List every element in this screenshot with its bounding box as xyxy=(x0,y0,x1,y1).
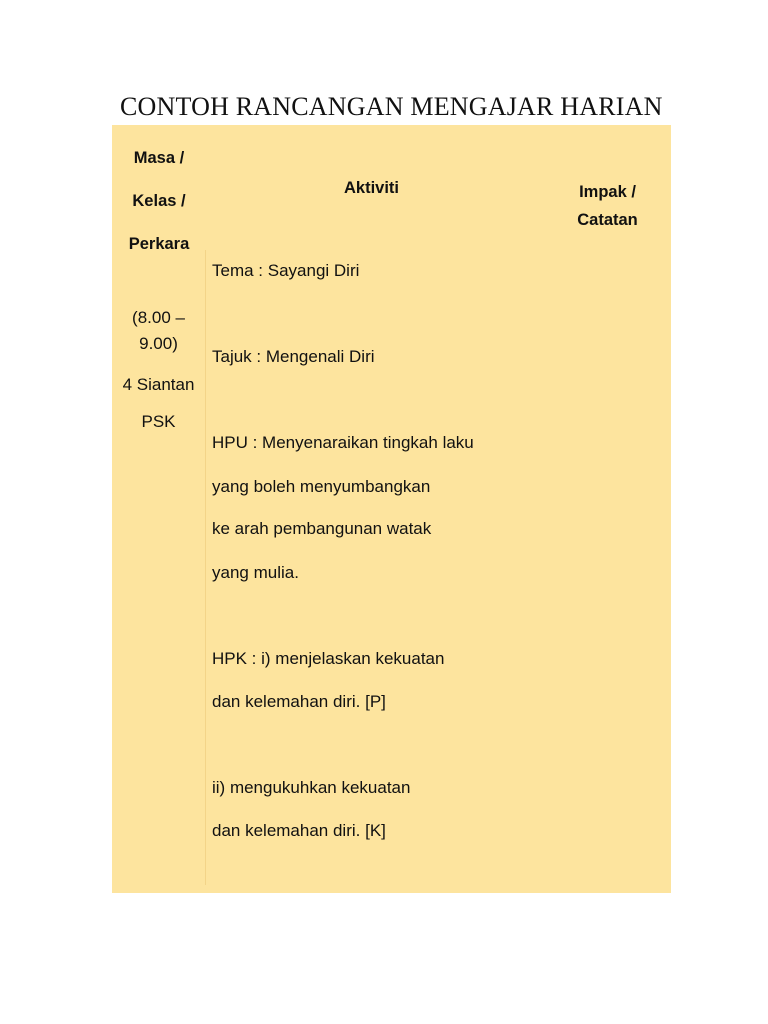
subject: PSK xyxy=(141,412,176,431)
activity-line: HPK : i) menjelaskan kekuatan xyxy=(212,649,445,668)
lesson-plan-table xyxy=(112,125,671,893)
activity-line: dan kelemahan diri. [K] xyxy=(212,821,386,840)
column-divider xyxy=(205,250,206,885)
header-aktiviti: Aktiviti xyxy=(344,179,400,197)
activity-line: dan kelemahan diri. [P] xyxy=(212,692,386,711)
activity-line: yang mulia. xyxy=(212,563,299,582)
header-masa: Masa / xyxy=(133,149,185,167)
header-impak: Impak / xyxy=(579,183,636,201)
header-impak-catatan xyxy=(570,178,645,234)
page-title: CONTOH RANCANGAN MENGAJAR HARIAN xyxy=(120,92,663,121)
header-perkara: Perkara xyxy=(128,235,190,253)
header-masa-kelas-perkara xyxy=(124,137,194,266)
header-catatan: Catatan xyxy=(577,211,638,229)
activity-line: Tema : Sayangi Diri xyxy=(212,261,360,280)
activity-line: Tajuk : Mengenali Diri xyxy=(212,347,375,366)
activity-line: ii) mengukuhkan kekuatan xyxy=(212,778,411,797)
activity-line: HPU : Menyenaraikan tingkah laku xyxy=(212,433,474,452)
activity-line: yang boleh menyumbangkan xyxy=(212,477,431,496)
activity-line: ke arah pembangunan watak xyxy=(212,519,432,538)
time-end: 9.00) xyxy=(139,334,178,353)
class-name: 4 Siantan xyxy=(122,375,195,394)
masa-kelas-cell xyxy=(112,305,205,432)
header-kelas: Kelas / xyxy=(132,192,186,210)
time-start: (8.00 – xyxy=(132,308,185,327)
